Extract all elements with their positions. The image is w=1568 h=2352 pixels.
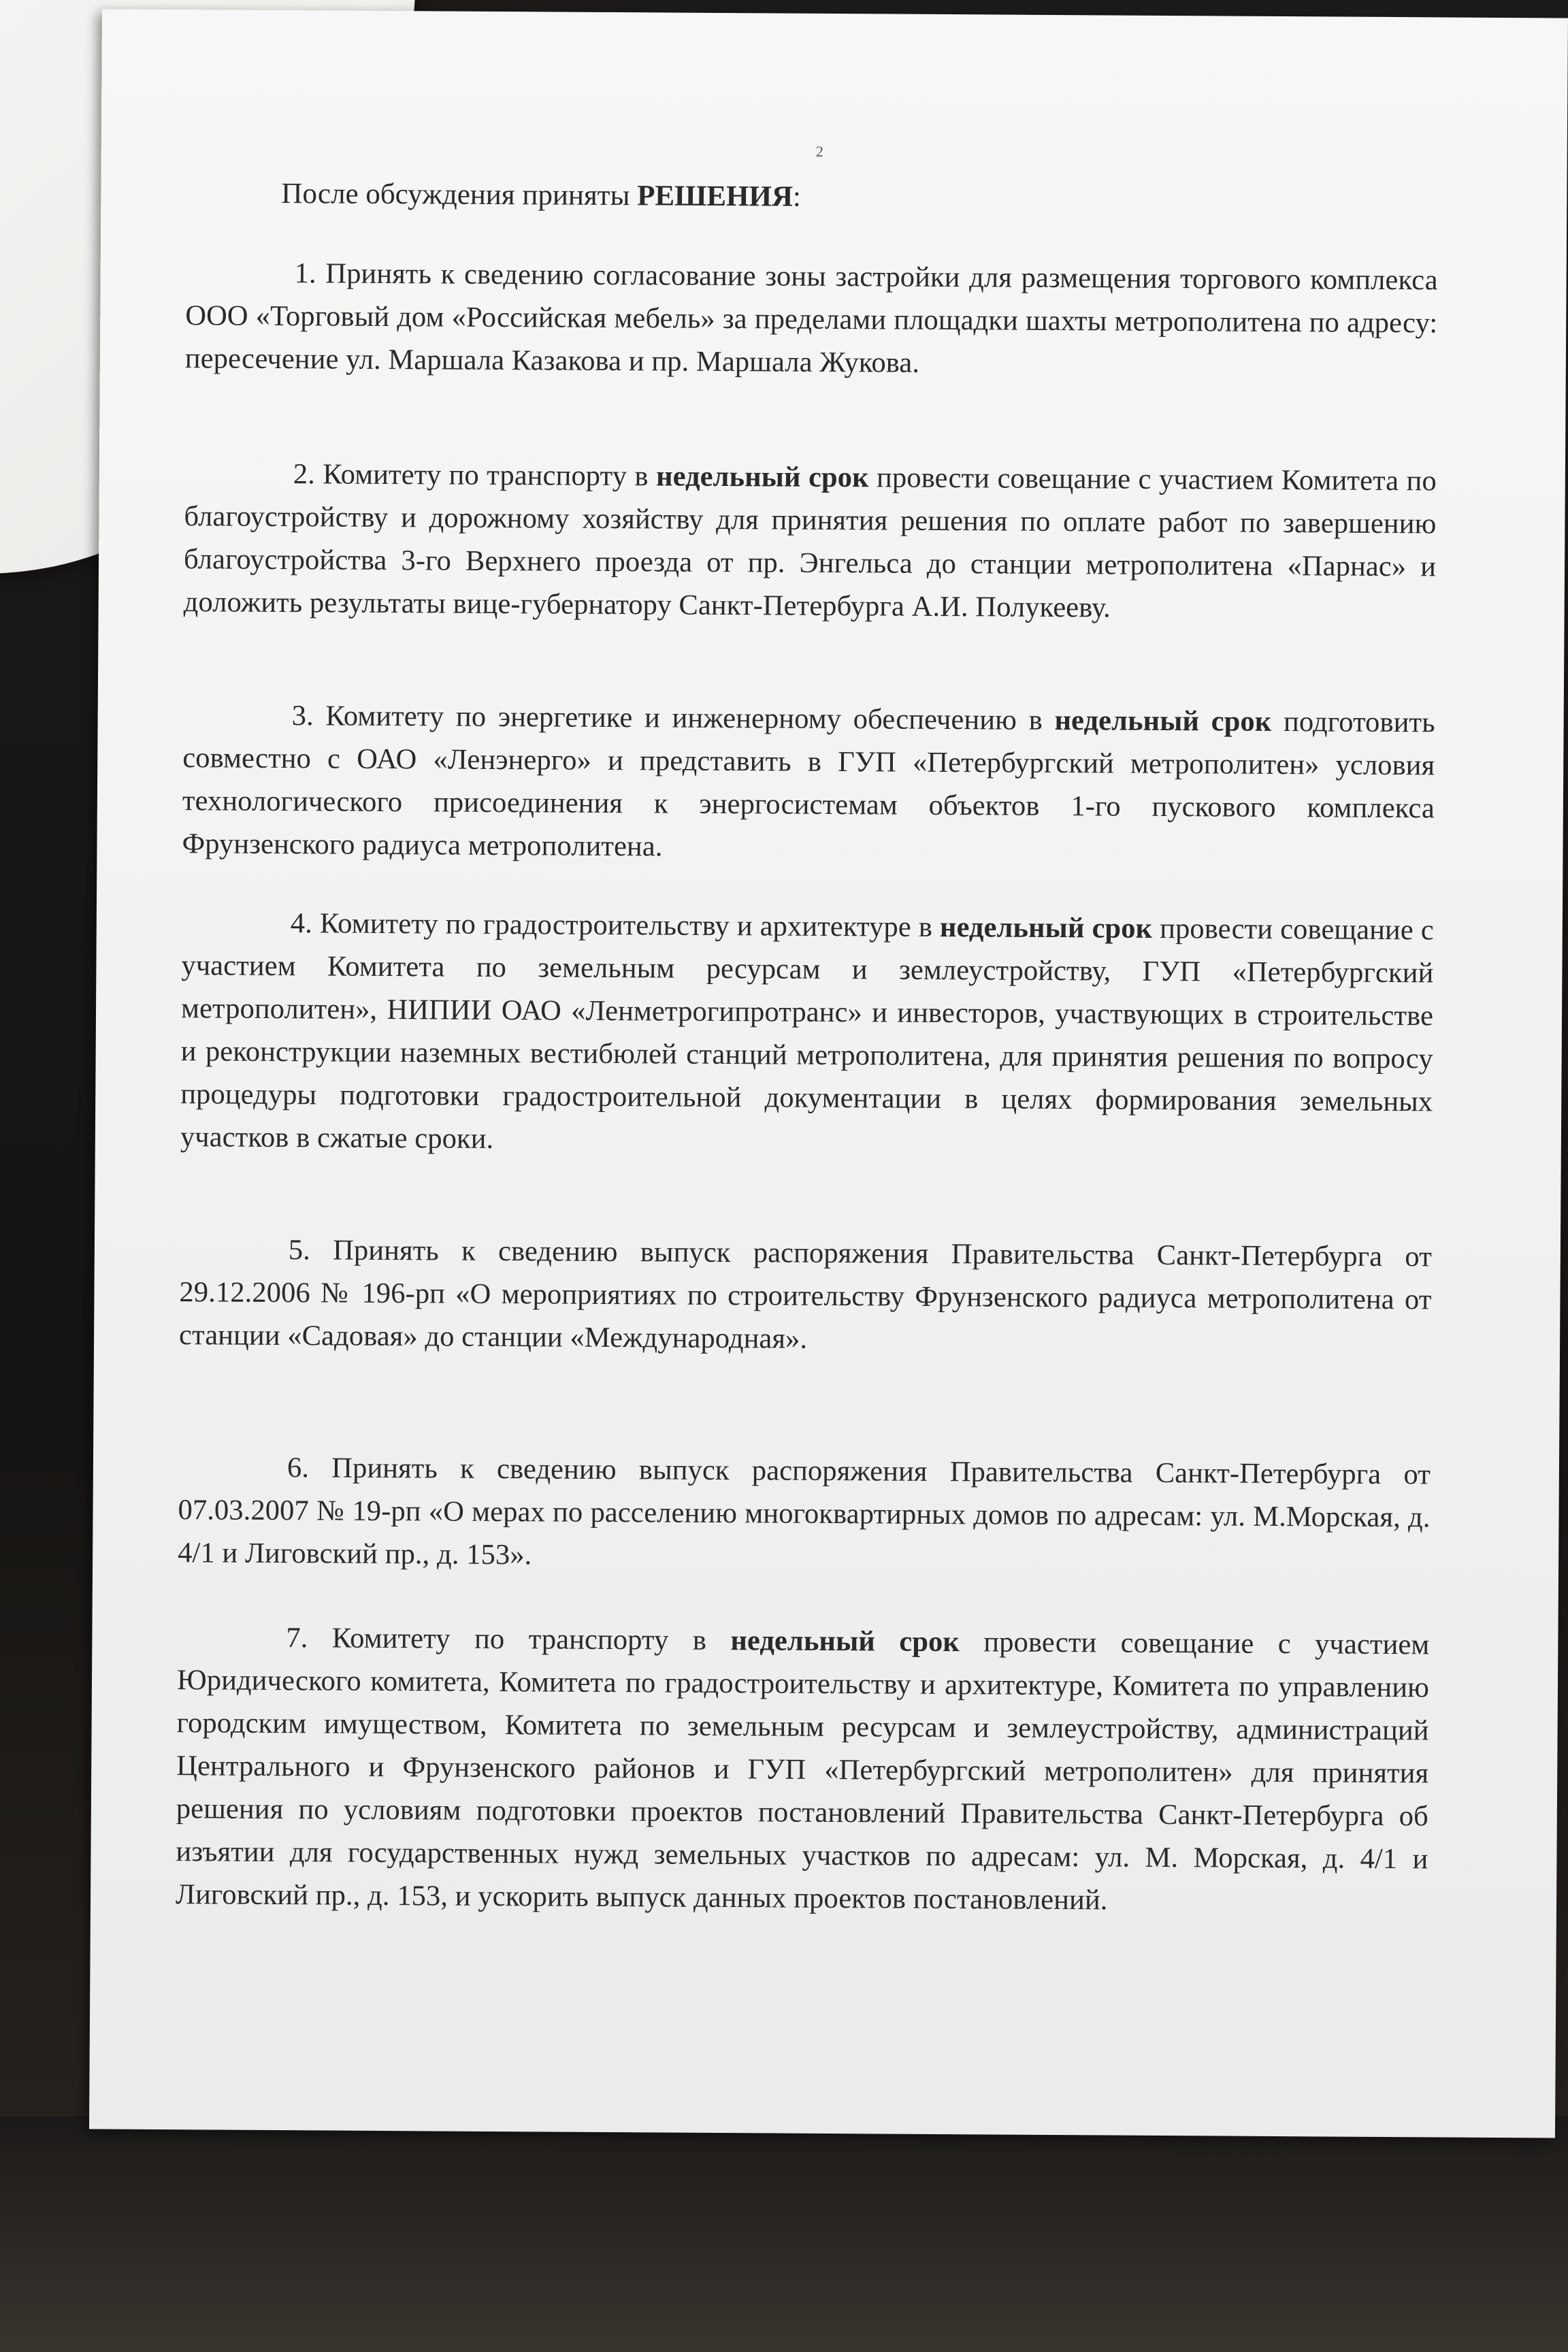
heading-colon: : — [792, 180, 802, 213]
document-page — [89, 9, 1568, 2138]
decision-7-before: 7. Комитету по транспорту в — [286, 1622, 731, 1657]
decision-item-1 — [185, 251, 1438, 387]
decision-3-deadline: недельный срок — [1054, 704, 1272, 738]
decision-item-4 — [180, 901, 1434, 1166]
decision-3-before: 3. Комитету по энергетике и инженерному обеспечению в — [291, 700, 1055, 736]
heading-bold: РЕШЕНИЯ — [637, 180, 794, 213]
decision-item-3 — [182, 693, 1435, 872]
decision-1-text: 1. Принять к сведению согласование зоны застройки для размещения торгового комплекса ООО «Торговый дом «Российская мебель» за пределами площадки шахты метрополитена по адресу: пересечение ул. Маршала Казакова и пр. Маршала Жукова. — [184, 257, 1438, 379]
decision-7-after: провести совещание с участием Юридического комитета, Комитета по градостроительству и архитектуре, Комитета по управлению городским имуществом, Комитета по земельным ресурсам и землеустройству, администраций Центрального и Фрунзенского районов и ГУП «Петербургский метрополитен» для принятия решения по условиям подготовки проектов постановлений Правительства Санкт-Петербурга об изъятии для государственных нужд земельных участков по адресам: ул. М. Морская, д. 4/1 и Лиговский пр., д. 153, и ускорить выпуск данных проектов постановлений. — [175, 1626, 1430, 1916]
decision-2-deadline: недельный срок — [655, 460, 869, 494]
decision-4-before: 4. Комитету по градостроительству и архитектуре в — [290, 907, 941, 943]
decision-4-after: провести совещание с участием Комитета по земельным ресурсам и землеустройству, ГУП «Петербургский метрополитен», НИПИИ ОАО «Ленметрогипротранс» и инвесторов, участвующих в строительстве и реконструкции наземных вестибюлей станций метрополитена, для принятия решения по вопросу процедуры подготовки градостроительной документации в целях формирования земельных участков в сжатые сроки. — [180, 912, 1434, 1155]
decision-6-text: 6. Принять к сведению выпуск распоряжения Правительства Санкт-Петербурга от 07.03.2007 № 19-рп «О мерах по расселению многоквартирных домов по адресам: ул. М.Морская, д. 4/1 и Лиговский пр., д. 153». — [178, 1452, 1431, 1571]
page-number: 2 — [815, 142, 823, 160]
decision-5-text: 5. Принять к сведению выпуск распоряжения Правительства Санкт-Петербурга от 29.12.2006 № 196-рп «О мероприятиях по строительству Фрунзенского радиуса метрополитена от станции «Садовая» до станции «Международная». — [178, 1234, 1433, 1355]
decision-7-deadline: недельный срок — [730, 1624, 960, 1659]
decision-4-deadline: недельный срок — [939, 911, 1153, 945]
decision-2-after: провести совещание с участием Комитета по благоустройству и дорожному хозяйству для принятия решения по оплате работ по завершению благоустройства 3-го Верхнего проезда от пр. Энгельса до станции метрополитена «Парнас» и доложить результаты вице-губернатору Санкт-Петербурга А.И. Полукееву. — [183, 461, 1437, 624]
decision-2-before: 2. Комитету по транспорту в — [293, 458, 657, 493]
decision-item-2 — [184, 452, 1437, 631]
decision-item-6 — [178, 1446, 1431, 1582]
decision-item-7 — [176, 1616, 1430, 1923]
desk-surface — [0, 2117, 1568, 2352]
heading-text: После обсуждения приняты — [281, 178, 638, 212]
decision-item-5 — [179, 1228, 1432, 1364]
decision-3-after: подготовить совместно с ОАО «Ленэнерго» и представить в ГУП «Петербургский метрополитен» условия технологического присоединения к энергосистемам объектов 1-го пускового комплекса Фрунзенского радиуса метрополитена. — [182, 705, 1435, 863]
page-heading — [281, 177, 801, 214]
